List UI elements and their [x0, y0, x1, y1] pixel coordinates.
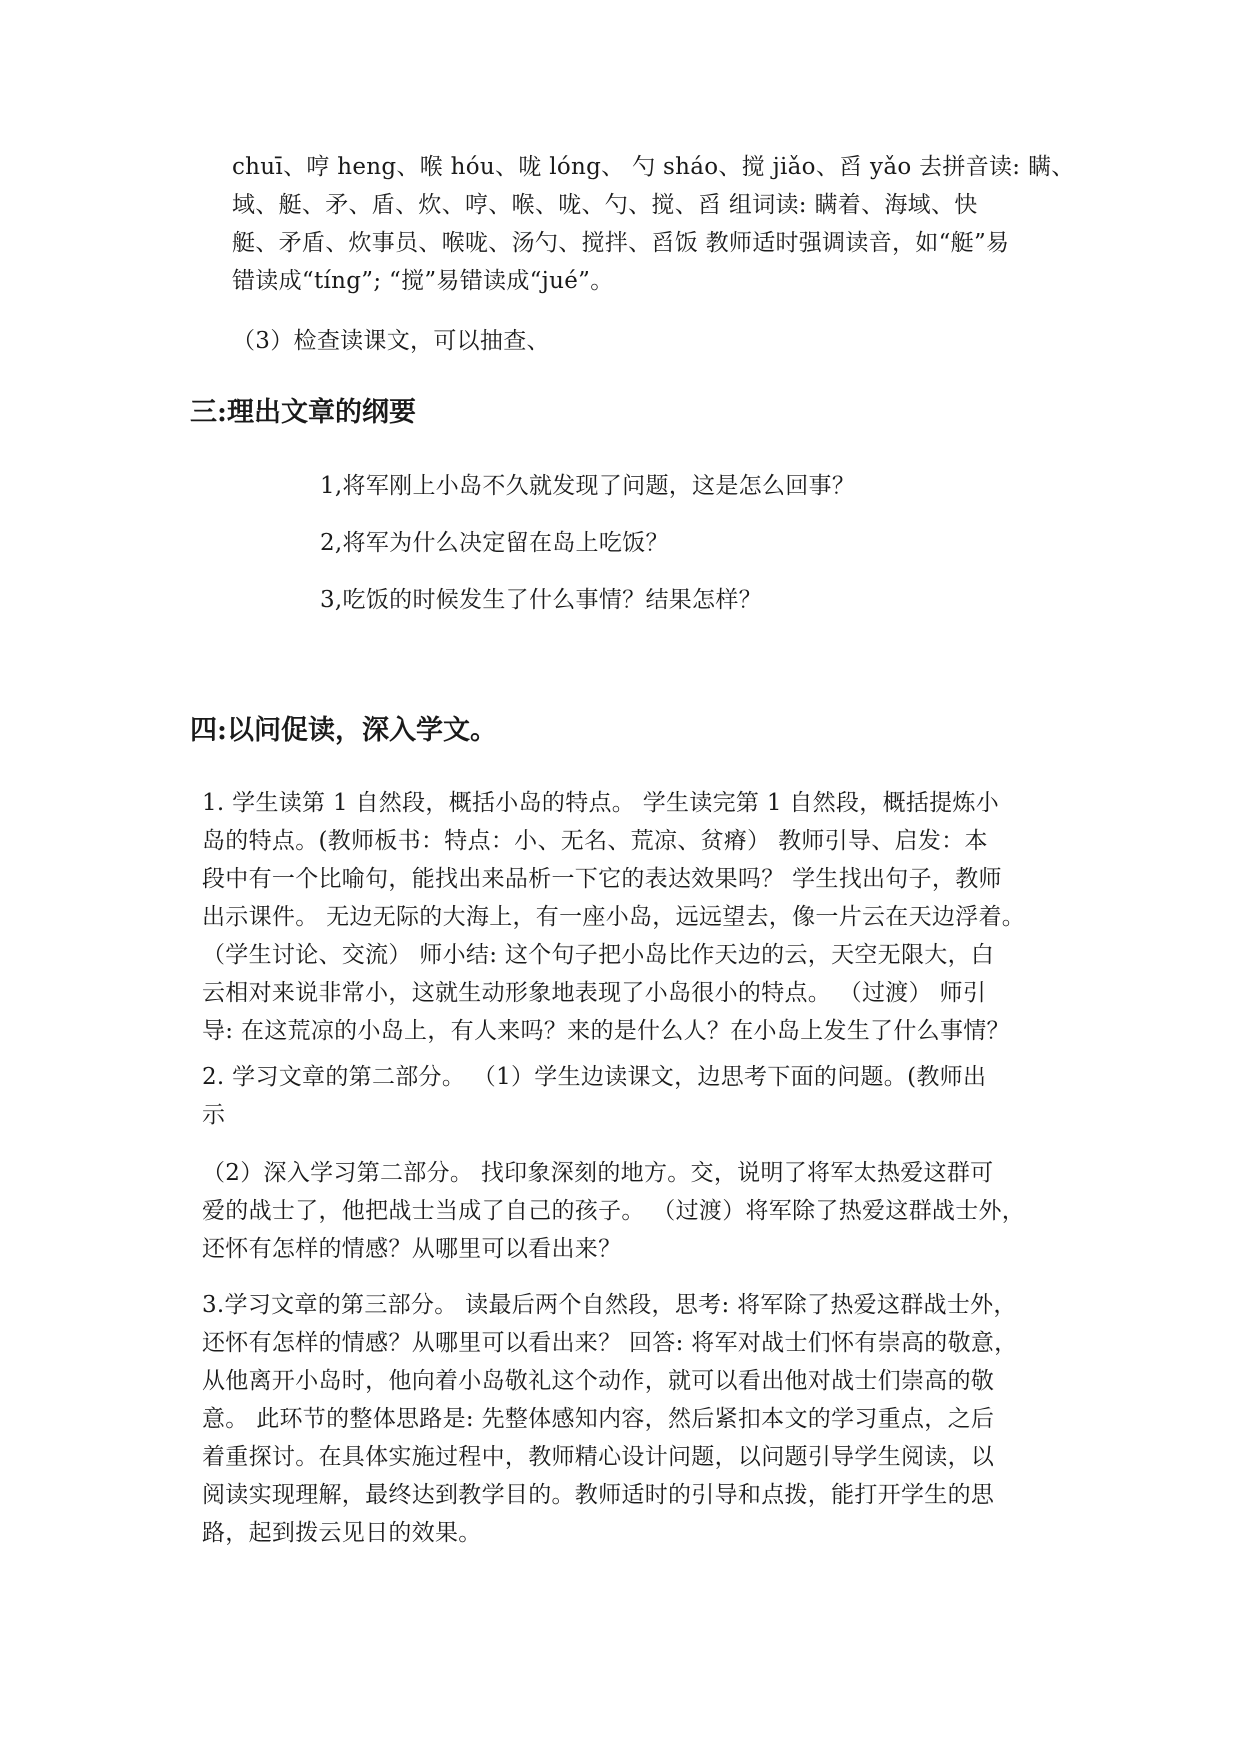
- study-paragraph-3: [202, 1154, 1192, 1268]
- paragraph-line: 导: 在这荒凉的小岛上，有人来吗？来的是什么人？在小岛上发生了什么事情？: [202, 1018, 1010, 1044]
- study-paragraph-2: [202, 1058, 1192, 1134]
- paragraph-line: 段中有一个比喻句，能找出来品析一下它的表达效果吗？ 学生找出句子，教师: [202, 866, 1002, 892]
- paragraph-line: 1. 学生读第 1 自然段，概括小岛的特点。 学生读完第 1 自然段，概括提炼小: [202, 790, 1000, 816]
- paragraph-line: 域、艇、矛、盾、炊、哼、喉、咙、勺、搅、舀 组词读: 瞒着、海域、快: [232, 192, 978, 218]
- paragraph-line: 错读成“tíng”; “搅”易错读成“jué”。: [232, 268, 614, 294]
- paragraph-line: 还怀有怎样的情感？从哪里可以看出来？: [202, 1236, 622, 1262]
- paragraph-line: 意。 此环节的整体思路是: 先整体感知内容，然后紧扣本文的学习重点，之后: [202, 1406, 995, 1432]
- paragraph-line: 艇、矛盾、炊事员、喉咙、汤勺、搅拌、舀饭 教师适时强调读音，如“艇”易: [232, 230, 1010, 256]
- paragraph-line: 2. 学习文章的第二部分。 （1）学生边读课文，边思考下面的问题。(教师出: [202, 1064, 987, 1090]
- paragraph-line: 示: [202, 1102, 226, 1128]
- check-reading-line: （3）检查读课文，可以抽查、: [232, 328, 550, 354]
- section-heading-3: 三:理出文章的纲要: [190, 397, 416, 428]
- paragraph-line: （学生讨论、交流） 师小结: 这个句子把小岛比作天边的云，天空无限大，白: [202, 942, 995, 968]
- paragraph-line: 路，起到拨云见日的效果。: [202, 1520, 482, 1546]
- outline-item: 1,将军刚上小岛不久就发现了问题，这是怎么回事？: [320, 473, 856, 499]
- paragraph-line: 云相对来说非常小，这就生动形象地表现了小岛很小的特点。 （过渡） 师引: [202, 980, 987, 1006]
- outline-item: 3,吃饭的时候发生了什么事情？结果怎样？: [320, 587, 762, 613]
- paragraph-line: chuī、哼 heng、喉 hóu、咙 lóng、 勺 sháo、搅 jiǎo、舀 yǎo 去拼音读: 瞒、: [232, 154, 1075, 180]
- paragraph-line: （2）深入学习第二部分。 找印象深刻的地方。交，说明了将军太热爱这群可: [202, 1160, 994, 1186]
- paragraph-line: 岛的特点。(教师板书：特点：小、无名、荒凉、贫瘠） 教师引导、启发：本: [202, 828, 988, 854]
- paragraph-line: 阅读实现理解，最终达到教学目的。教师适时的引导和点拨，能打开学生的思: [202, 1482, 995, 1508]
- paragraph-line: 出示课件。 无边无际的大海上，有一座小岛，远远望去，像一片云在天边浮着。: [202, 904, 1026, 930]
- study-paragraph-1: [202, 784, 1192, 1050]
- paragraph-line: 3.学习文章的第三部分。 读最后两个自然段，思考: 将军除了热爱这群战士外，: [202, 1292, 1017, 1318]
- paragraph-line: 着重探讨。在具体实施过程中，教师精心设计问题，以问题引导学生阅读，以: [202, 1444, 995, 1470]
- study-paragraph-4: [202, 1286, 1192, 1552]
- outline-item: 2,将军为什么决定留在岛上吃饭？: [320, 530, 669, 556]
- paragraph-line: 爱的战士了，他把战士当成了自己的孩子。 （过渡）将军除了热爱这群战士外，: [202, 1198, 1026, 1224]
- pinyin-reading-paragraph: [232, 148, 1192, 300]
- paragraph-line: 还怀有怎样的情感？从哪里可以看出来？ 回答: 将军对战士们怀有崇高的敬意，: [202, 1330, 1018, 1356]
- paragraph-line: 从他离开小岛时，他向着小岛敬礼这个动作，就可以看出他对战士们崇高的敬: [202, 1368, 995, 1394]
- section-heading-4: 四:以问促读，深入学文。: [190, 715, 497, 746]
